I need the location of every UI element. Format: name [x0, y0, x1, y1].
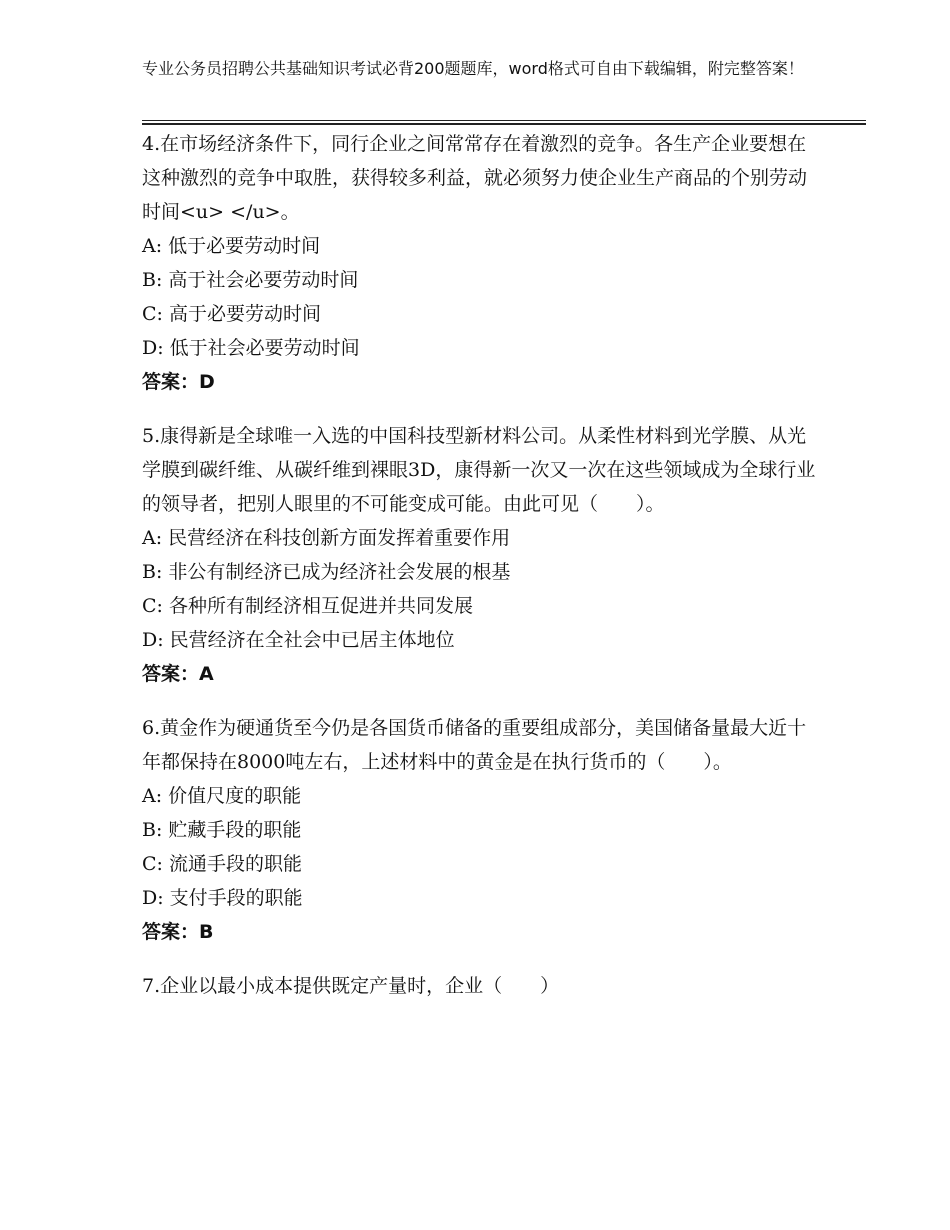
question-stem: 6.黄金作为硬通货至今仍是各国货币储备的重要组成部分，美国储备量最大近十年都保持在8000吨左右，上述材料中的黄金是在执行货币的（ ）。 [142, 717, 807, 773]
option-c: C: 高于必要劳动时间 [142, 303, 321, 325]
option-d: D: 民营经济在全社会中已居主体地位 [142, 629, 455, 651]
option-d: D: 低于社会必要劳动时间 [142, 337, 360, 359]
question-6 [142, 711, 822, 949]
option-b: B: 贮藏手段的职能 [142, 819, 302, 841]
option-d: D: 支付手段的职能 [142, 887, 303, 909]
question-stem: 7.企业以最小成本提供既定产量时，企业（ ） [142, 975, 560, 997]
question-7 [142, 969, 822, 1003]
document-header: 专业公务员招聘公共基础知识考试必背200题题库，word格式可自由下载编辑，附完整答案！ [142, 59, 804, 78]
question-stem: 4.在市场经济条件下，同行企业之间常常存在着激烈的竞争。各生产企业要想在这种激烈的竞争中取胜，获得较多利益，就必须努力使企业生产商品的个别劳动时间<u> </u>。 [142, 133, 808, 223]
option-c: C: 流通手段的职能 [142, 853, 302, 875]
option-b: B: 非公有制经济已成为经济社会发展的根基 [142, 561, 511, 583]
header-divider [142, 120, 866, 125]
option-c: C: 各种所有制经济相互促进并共同发展 [142, 595, 473, 617]
question-stem: 5.康得新是全球唯一入选的中国科技型新材料公司。从柔性材料到光学膜、从光学膜到碳纤维、从碳纤维到裸眼3D，康得新一次又一次在这些领域成为全球行业的领导者，把别人眼里的不可能变成可能。由此可见（ ）。 [142, 425, 816, 515]
option-b: B: 高于社会必要劳动时间 [142, 269, 359, 291]
option-a: A: 低于必要劳动时间 [142, 235, 321, 257]
answer-label: 答案：A [142, 663, 214, 685]
option-a: A: 民营经济在科技创新方面发挥着重要作用 [142, 527, 511, 549]
question-4 [142, 127, 822, 399]
answer-label: 答案：B [142, 921, 214, 943]
option-a: A: 价值尺度的职能 [142, 785, 302, 807]
question-5 [142, 419, 822, 691]
question-list [142, 127, 822, 1023]
answer-label: 答案：D [142, 371, 215, 393]
